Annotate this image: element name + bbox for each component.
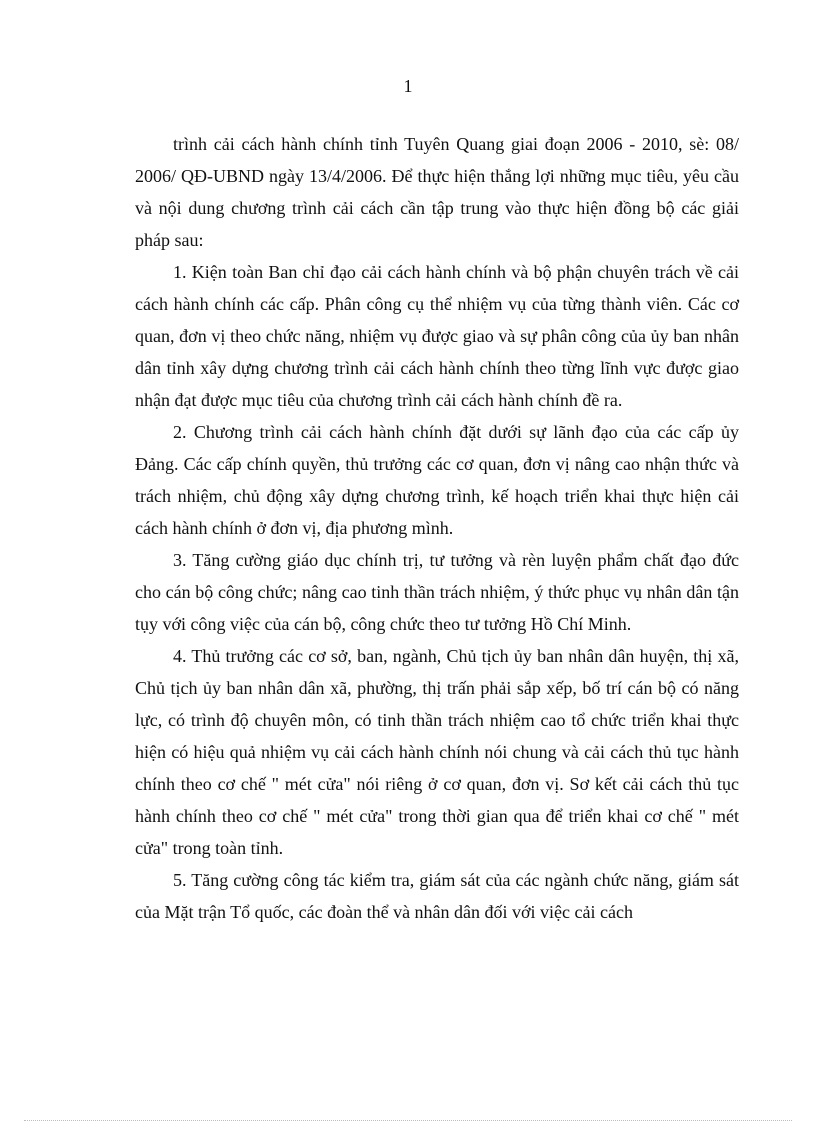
paragraph-solution-5: 5. Tăng cường công tác kiểm tra, giám sát của các ngành chức năng, giám sát của Mặt trận Tổ quốc, các đoàn thể và nhân dân đối với việc cải cách xyxy=(135,870,739,922)
paragraph-solution-2: 2. Chương trình cải cách hành chính đặt dưới sự lãnh đạo của các cấp ủy Đảng. Các cấp chính quyền, thủ trưởng các cơ quan, đơn vị nâng cao nhận thức và trách nhiệm, chủ động xây dựng chương trình, kế hoạch triển khai thực hiện cải cách hành chính ở đơn vị, địa phương mình. xyxy=(135,422,739,538)
paragraph-solution-4: 4. Thủ trưởng các cơ sở, ban, ngành, Chủ tịch ủy ban nhân dân huyện, thị xã, Chủ tịch ủy ban nhân dân xã, phường, thị trấn phải sắp xếp, bố trí cán bộ có năng lực, có trình độ chuyên môn, có tinh thần trách nhiệm cao tổ chức triển khai thực hiện có hiệu quả nhiệm vụ cải cách hành chính nói chung và cải cách thủ tục hành chính theo cơ chế " mét cửa" nói riêng ở cơ quan, đơn vị. Sơ kết cải cách thủ tục hành chính theo cơ chế " mét cửa" trong thời gian qua để triển khai cơ chế " mét cửa" trong toàn tỉnh. xyxy=(135,646,739,858)
paragraph-solution-1: 1. Kiện toàn Ban chỉ đạo cải cách hành chính và bộ phận chuyên trách về cải cách hành chính các cấp. Phân công cụ thể nhiệm vụ của từng thành viên. Các cơ quan, đơn vị theo chức năng, nhiệm vụ được giao và sự phân công của ủy ban nhân dân tỉnh xây dựng chương trình cải cách hành chính theo từng lĩnh vực được giao nhận đạt được mục tiêu của chương trình cải cách hành chính đề ra. xyxy=(135,262,739,410)
document-body xyxy=(135,128,739,928)
paragraph-intro: trình cải cách hành chính tỉnh Tuyên Quang giai đoạn 2006 - 2010, sè: 08/ 2006/ QĐ-UBND ngày 13/4/2006. Để thực hiện thắng lợi những mục tiêu, yêu cầu và nội dung chương trình cải cách cần tập trung vào thực hiện đồng bộ các giải pháp sau: xyxy=(135,134,739,250)
paragraph-solution-3: 3. Tăng cường giáo dục chính trị, tư tưởng và rèn luyện phẩm chất đạo đức cho cán bộ công chức; nâng cao tinh thần trách nhiệm, ý thức phục vụ nhân dân tận tụy với công việc của cán bộ, công chức theo tư tưởng Hồ Chí Minh. xyxy=(135,550,739,634)
page-number: 1 xyxy=(403,76,413,96)
page-bottom-divider xyxy=(24,1120,792,1121)
